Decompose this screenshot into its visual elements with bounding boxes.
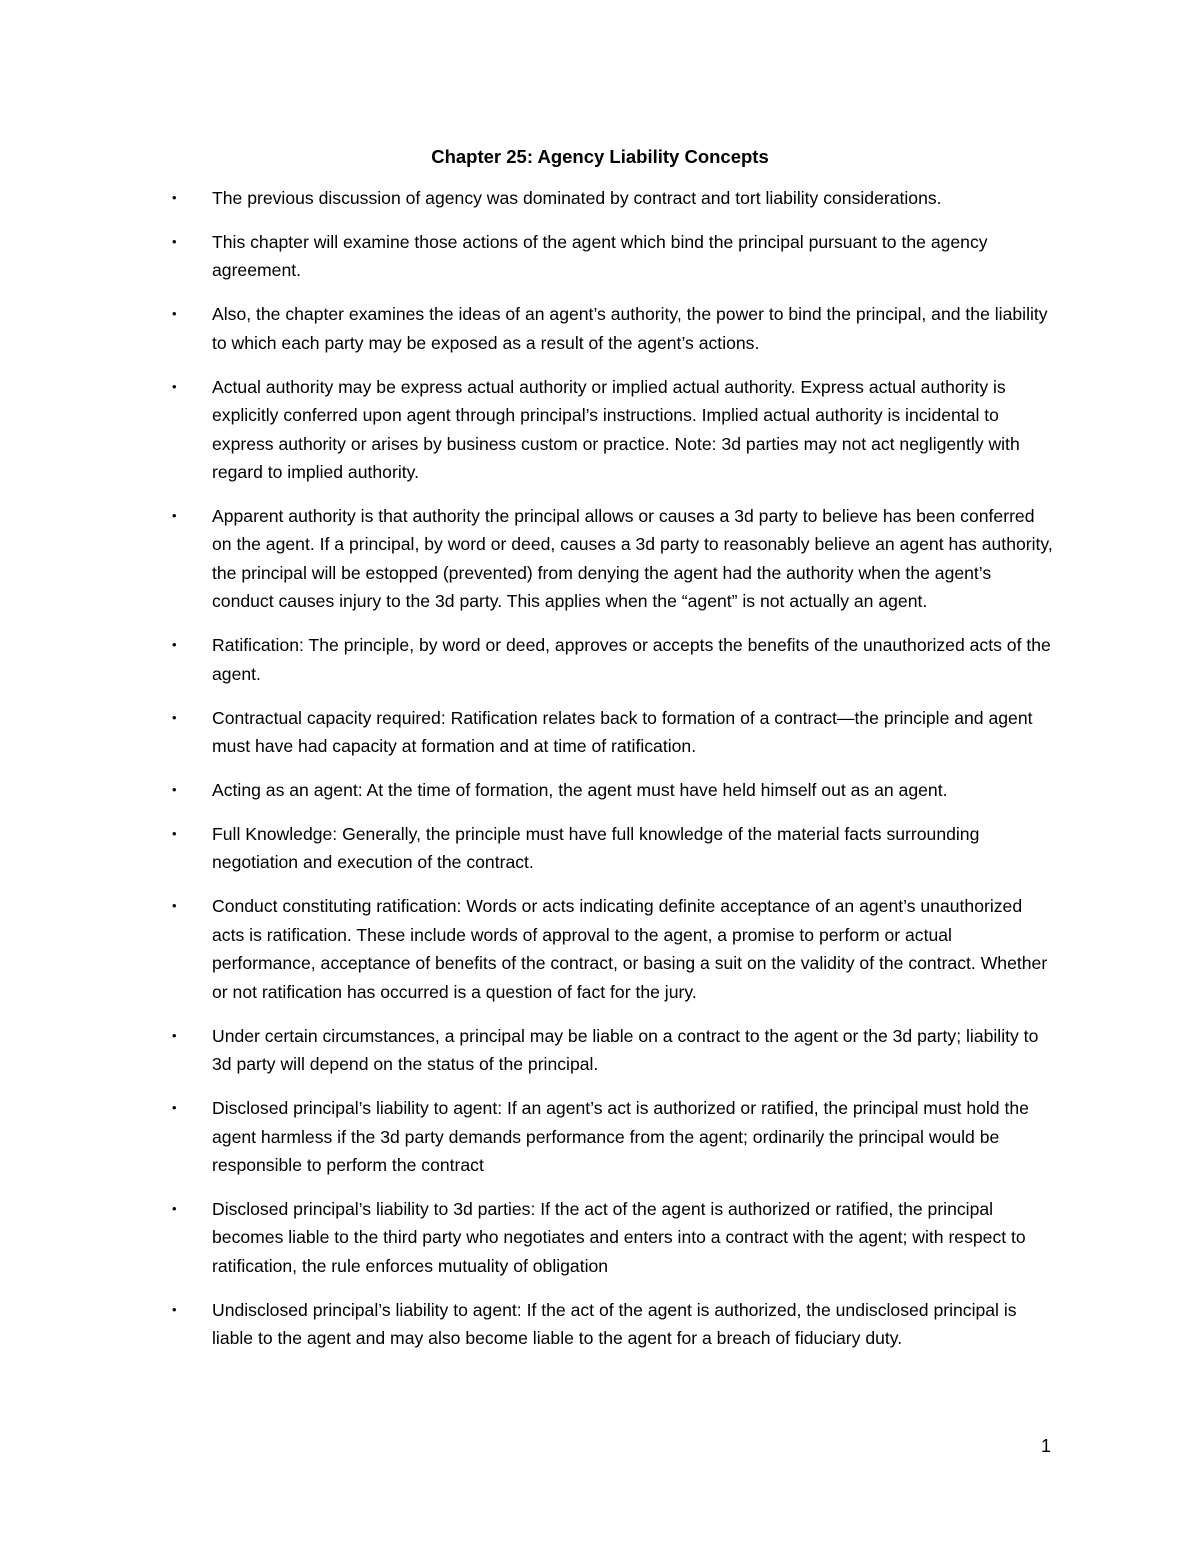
list-item-text: Actual authority may be express actual authority or implied actual authority. Express actual authority is explicitly conferred upon agent through principal’s instructions. Implied actual authority is incidental to express authority or arises by business custom or practice. Note: 3d parties may not act negligently with regard to implied authority.: [212, 376, 1020, 483]
list-item: [0, 1022, 1057, 1079]
list-item: [0, 704, 1057, 761]
list-item: [0, 631, 1057, 688]
list-item-text: Contractual capacity required: Ratification relates back to formation of a contract—the principle and agent must have had capacity at formation and at time of ratification.: [212, 707, 1033, 757]
list-item-text: Undisclosed principal’s liability to agent: If the act of the agent is authorized, the undisclosed principal is liable to the agent and may also become liable to the agent for a breach of fiduciary duty.: [212, 1299, 1017, 1349]
list-item: [0, 300, 1057, 357]
list-item-text: This chapter will examine those actions of the agent which bind the principal pursuant to the agency agreement.: [212, 232, 988, 281]
list-item: [0, 184, 1057, 212]
list-item-text: Ratification: The principle, by word or deed, approves or accepts the benefits of the unauthorized acts of the agent.: [212, 635, 1051, 684]
list-item-text: Also, the chapter examines the ideas of an agent’s authority, the power to bind the principal, and the liability to which each party may be exposed as a result of the agent’s actions.: [212, 304, 1048, 353]
list-item-text: Apparent authority is that authority the principal allows or causes a 3d party to believe has been conferred on the agent. If a principal, by word or deed, causes a 3d party to reasonably believe an agent has authority, the principal will be estopped (prevented) from denying the agent had the authority when the agent’s conduct causes injury to the 3d party. This applies when the “agent” is not actually an agent.: [212, 506, 1053, 612]
list-item: [0, 1195, 1057, 1280]
list-item: [0, 820, 1057, 877]
list-item: [0, 373, 1057, 487]
list-item-text: Under certain circumstances, a principal may be liable on a contract to the agent or the 3d party; liability to 3d party will depend on the status of the principal.: [212, 1025, 1039, 1075]
bullet-icon: •: [172, 378, 177, 394]
bullet-icon: •: [172, 1100, 177, 1116]
bullet-icon: •: [172, 1200, 177, 1216]
bullet-icon: •: [172, 1301, 177, 1317]
bullet-icon: •: [172, 234, 177, 249]
page-title: Chapter 25: Agency Liability Concepts: [431, 146, 769, 167]
list-item: [0, 1296, 1057, 1353]
page-number: 1: [1041, 1436, 1052, 1456]
list-item-text: Acting as an agent: At the time of formation, the agent must have held himself out as an agent.: [212, 780, 948, 801]
list-item-text: The previous discussion of agency was dominated by contract and tort liability considerations.: [212, 188, 942, 208]
list-item: [0, 502, 1057, 616]
bullet-icon: •: [172, 508, 177, 524]
bullet-list: [0, 184, 1200, 1368]
list-item-text: Full Knowledge: Generally, the principle must have full knowledge of the material facts surrounding negotiation and execution of the contract.: [212, 824, 980, 873]
list-item-text: Conduct constituting ratification: Words or acts indicating definite acceptance of an agent’s unauthorized acts is ratification. These include words of approval to the agent, a promise to perform or actual performance, acceptance of benefits of the contract, or basing a suit on the validity of the contract. Whether or not ratification has occurred is a question of fact for the jury.: [212, 896, 1048, 1002]
list-item-text: Disclosed principal’s liability to agent: If an agent’s act is authorized or ratified, the principal must hold the agent harmless if the 3d party demands performance from the agent; ordinarily the principal would be responsible to perform the contract: [212, 1098, 1029, 1175]
bullet-icon: •: [172, 1027, 177, 1043]
list-item: [0, 228, 1057, 285]
list-item: [0, 892, 1057, 1006]
list-item: [0, 1094, 1057, 1179]
bullet-icon: •: [172, 782, 177, 798]
bullet-icon: •: [172, 826, 177, 842]
bullet-icon: •: [172, 306, 177, 322]
bullet-icon: •: [172, 190, 177, 205]
list-item-text: Disclosed principal’s liability to 3d parties: If the act of the agent is authorized or ratified, the principal becomes liable to the third party who negotiates and enters into a contract with the agent; with respect to ratification, the rule enforces mutuality of obligation: [212, 1198, 1026, 1276]
bullet-icon: •: [172, 637, 177, 653]
list-item: [0, 776, 1057, 804]
bullet-icon: •: [172, 709, 177, 725]
bullet-icon: •: [172, 898, 177, 914]
